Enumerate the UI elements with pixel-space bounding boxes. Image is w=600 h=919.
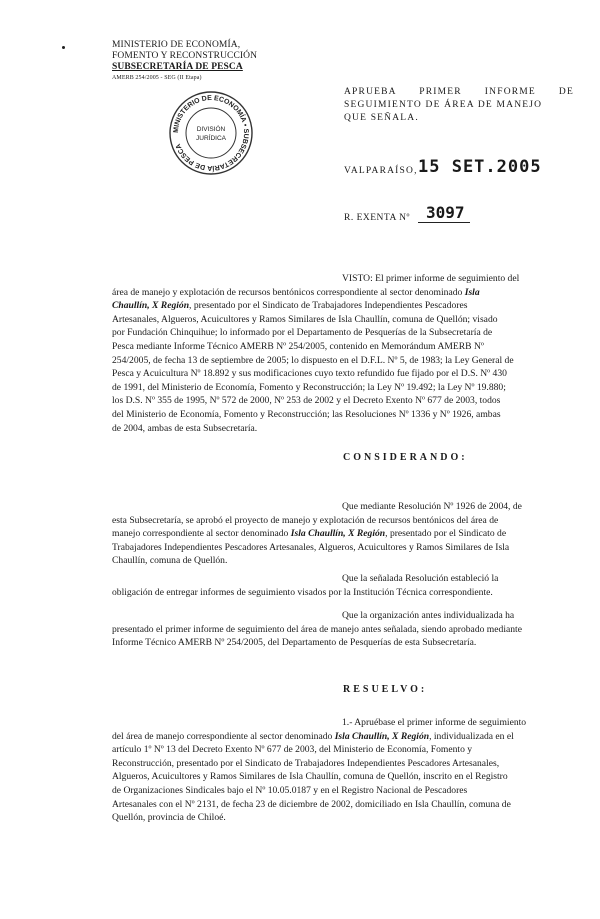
visto-line: de 2004, ambas de esta Subsecretaría. <box>112 422 258 434</box>
letterhead-ministry-2: FOMENTO Y RECONSTRUCCIÓN <box>112 51 258 61</box>
visto-line: 254/2005, de fecha 13 de septiembre de 2005; lo dispuesto en el D.F.L. Nº 5, de 1983; la Ley General de <box>112 354 514 366</box>
considerando-heading: CONSIDERANDO: <box>343 452 468 463</box>
considerando-3 <box>112 609 578 650</box>
considerando-1 <box>112 500 578 568</box>
resuelvo-article-1 <box>112 716 578 825</box>
resuelvo-line: 1.- Apruébase el primer informe de seguimiento <box>342 717 527 728</box>
visto-line: del Ministerio de Economía, Fomento y Reconstrucción; las Resoluciones Nº 1336 y Nº 1926, ambas <box>112 408 501 420</box>
visto-line: Artesanales, Algueros, Acuicultores y Ramos Similares de Isla Chaullín, comuna de Quellón; visado <box>112 313 498 325</box>
resuelvo-line: Artesanales con el Nº 2131, de fecha 23 de diciembre de 2002, domiciliado en Isla Chaullín, comuna de <box>112 798 511 810</box>
svg-text:JURÍDICA: JURÍDICA <box>196 135 226 142</box>
visto-line: los D.S. Nº 355 de 1995, Nº 572 de 2000, Nº 253 de 2002 y el Decreto Exento Nº 677 de 2003, todos <box>112 395 501 407</box>
considerando-line: manejo correspondiente al sector denominado Isla Chaullín, X Región, presentado por el Sindicato de <box>112 528 507 540</box>
visto-line: Pesca mediante Informe Técnico AMERB Nº 254/2005, contenido en Memorándum AMERB Nº <box>112 340 484 352</box>
considerando-line: obligación de entregar informes de seguimiento visados por la Institución Técnica correspondiente. <box>112 586 493 598</box>
svg-text:MINISTERIO DE ECONOMÍA • SUBSE: MINISTERIO DE ECONOMÍA • SUBSECRETARÍA DE PESCA <box>172 94 250 172</box>
visto-paragraph <box>112 272 578 435</box>
resolution-number: 3097 <box>426 203 465 222</box>
subject-line: SEGUIMIENTO DE ÁREA DE MANEJO <box>344 100 543 110</box>
visto-line: Pesca y Acuicultura Nº 18.892 y sus modificaciones cuyo texto refundido fue fijado por el D.S. Nº 430 <box>112 368 507 380</box>
resuelvo-line: Quellón, provincia de Chiloé. <box>112 812 226 824</box>
resuelvo-heading: RESUELVO: <box>343 684 428 695</box>
resolution-number-underline <box>418 222 470 223</box>
subject-line: QUE SEÑALA. <box>344 113 419 123</box>
considerando-line: esta Subsecretaría, se aprobó el proyecto de manejo y explotación de recursos bentónicos del área de <box>112 514 499 526</box>
resuelvo-line: del área de manejo correspondiente al sector denominado Isla Chaullín, X Región, individualizada en el <box>112 730 514 742</box>
resolution-subject <box>344 86 574 125</box>
considerando-line: Que mediante Resolución Nº 1926 de 2004, de <box>342 501 522 512</box>
considerando-line: presentado el primer informe de seguimiento del área de manejo antes señalada, siendo aprobado mediante <box>112 623 522 635</box>
letterhead-ministry: MINISTERIO DE ECONOMÍA, <box>112 40 241 50</box>
visto-line: Chaullín, X Región, presentado por el Sindicato de Trabajadores Independientes Pescadores <box>112 300 468 312</box>
letterhead-subsecretaria: SUBSECRETARÍA DE PESCA <box>112 62 243 72</box>
considerando-line: Que la señalada Resolución estableció la <box>342 573 499 584</box>
subject-line: APRUEBA PRIMER INFORME DE <box>344 87 574 97</box>
considerando-line: Trabajadores Independientes Pescadores Artesanales, Algueros, Acuicultores y Ramos Similares de Isla <box>112 541 510 553</box>
resuelvo-line: artículo 1º Nº 13 del Decreto Exento Nº 677 de 2003, del Ministerio de Economía, Fomento y <box>112 744 473 756</box>
division-juridica-stamp <box>168 90 254 176</box>
considerando-line: Chaullín, comuna de Quellón. <box>112 555 228 567</box>
letterhead-reference: AMERB 254/2005 - SEG (II Etapa) <box>112 75 202 81</box>
considerando-line: Que la organización antes individualizada ha <box>342 610 515 621</box>
visto-line: por Fundación Chinquihue; lo informado por el Departamento de Pesquerías de la Subsecretaría de <box>112 327 493 339</box>
visto-line: de 1991, del Ministerio de Economía, Fomento y Reconstrucción; la Ley Nº 19.492; la Ley Nº 19.880; <box>112 381 506 393</box>
considerando-2 <box>112 572 578 599</box>
resolution-label: R. EXENTA Nº <box>344 213 410 223</box>
resuelvo-line: Reconstrucción, presentado por el Sindicato de Trabajadores Independientes Pescadores Artesanales, <box>112 757 500 769</box>
place-label: VALPARAÍSO, <box>344 166 418 176</box>
visto-line: VISTO: El primer informe de seguimiento del <box>342 273 520 284</box>
date-stamp: 15 SET.2005 <box>418 157 542 177</box>
considerando-line: Informe Técnico AMERB Nº 254/2005, del Departamento de Pesquerías de esta Subsecretaría. <box>112 637 477 649</box>
margin-mark <box>62 46 65 49</box>
visto-line: área de manejo y explotación de recursos bentónicos correspondiente al sector denominado Isla <box>112 286 480 298</box>
letterhead <box>112 40 292 84</box>
resuelvo-line: Algueros, Acuicultores y Ramos Similares de Isla Chaullín, comuna de Quellón, inscrito en el Registro <box>112 771 508 783</box>
svg-text:DIVISIÓN: DIVISIÓN <box>196 126 226 133</box>
resuelvo-line: de Organizaciones Sindicales bajo el Nº 10.05.0187 y en el Registro Nacional de Pescadores <box>112 784 468 796</box>
